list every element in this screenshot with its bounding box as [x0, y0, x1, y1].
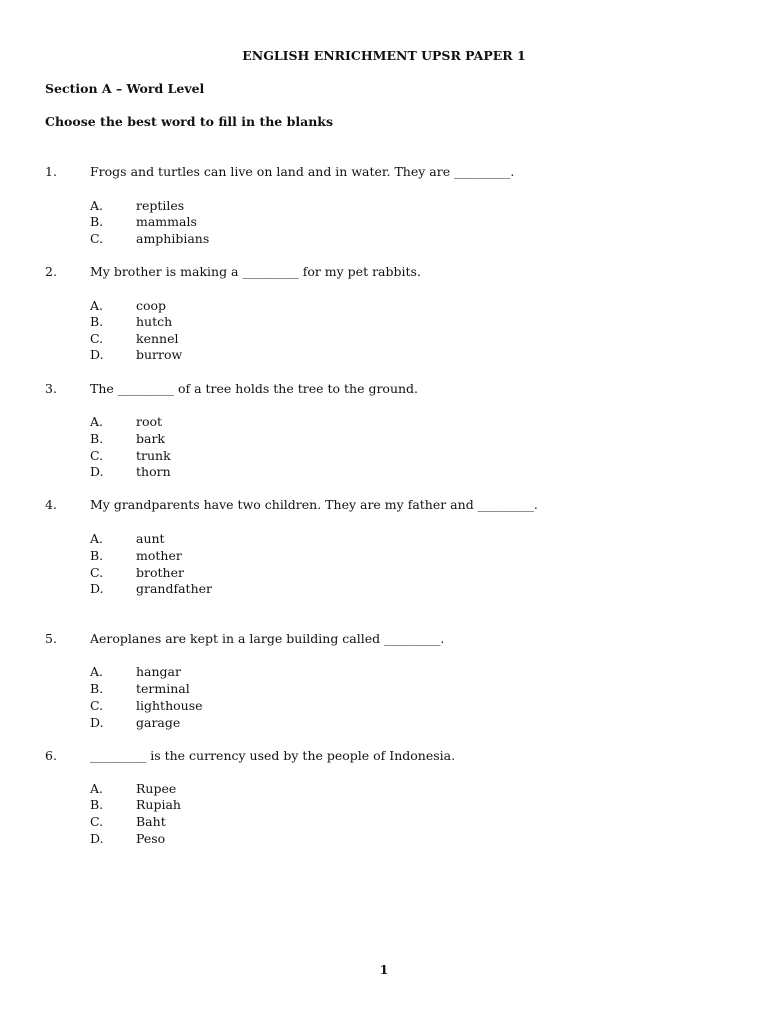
option-letter: B. — [90, 681, 104, 696]
question-text: _________ is the currency used by the people of Indonesia. — [90, 748, 456, 763]
question-number: 6. — [45, 748, 57, 763]
option-text: burrow — [136, 347, 183, 362]
question-text: My grandparents have two children. They are my father and _________. — [90, 497, 538, 512]
option-text: reptiles — [136, 198, 185, 213]
option-text: bark — [136, 431, 166, 446]
question-text: The _________ of a tree holds the tree to the ground. — [90, 381, 419, 396]
option-text: Rupiah — [136, 797, 181, 812]
question-number: 2. — [45, 264, 57, 279]
option-letter: C. — [90, 448, 104, 463]
option-letter: A. — [90, 298, 104, 313]
option-letter: C. — [90, 565, 104, 580]
option-letter: A. — [90, 781, 104, 796]
option-letter: D. — [90, 715, 104, 730]
option-text: terminal — [136, 681, 190, 696]
option-text: hutch — [136, 314, 173, 329]
option-text: root — [136, 414, 163, 429]
page-title: ENGLISH ENRICHMENT UPSR PAPER 1 — [242, 48, 526, 63]
option-text: amphibians — [136, 231, 210, 246]
option-text: hangar — [136, 664, 181, 679]
option-text: garage — [136, 715, 181, 730]
option-text: coop — [136, 298, 167, 313]
option-letter: B. — [90, 548, 104, 563]
option-text: aunt — [136, 531, 165, 546]
option-letter: D. — [90, 464, 104, 479]
page-number: 1 — [379, 962, 389, 977]
question-number: 4. — [45, 497, 57, 512]
option-letter: D. — [90, 831, 104, 846]
option-letter: D. — [90, 347, 104, 362]
option-letter: B. — [90, 797, 104, 812]
option-text: lighthouse — [136, 698, 203, 713]
option-letter: B. — [90, 431, 104, 446]
option-text: brother — [136, 565, 184, 580]
option-text: mammals — [136, 214, 197, 229]
option-text: Baht — [136, 814, 166, 829]
instruction-text: Choose the best word to fill in the blanks — [45, 114, 333, 129]
option-letter: A. — [90, 664, 104, 679]
option-letter: B. — [90, 214, 104, 229]
question-number: 3. — [45, 381, 57, 396]
question-text: My brother is making a _________ for my pet rabbits. — [90, 264, 421, 279]
option-letter: C. — [90, 331, 104, 346]
question-number: 1. — [45, 164, 57, 179]
option-letter: C. — [90, 231, 104, 246]
option-letter: D. — [90, 581, 104, 596]
section-heading: Section A – Word Level — [45, 81, 205, 96]
option-letter: A. — [90, 414, 104, 429]
question-number: 5. — [45, 631, 57, 646]
option-letter: A. — [90, 531, 104, 546]
option-text: Rupee — [136, 781, 177, 796]
option-text: grandfather — [136, 581, 213, 596]
option-letter: A. — [90, 198, 104, 213]
question-text: Aeroplanes are kept in a large building called _________. — [90, 631, 445, 646]
option-letter: C. — [90, 814, 104, 829]
option-text: thorn — [136, 464, 171, 479]
option-text: trunk — [136, 448, 171, 463]
question-text: Frogs and turtles can live on land and in water. They are _________. — [90, 164, 515, 179]
option-letter: C. — [90, 698, 104, 713]
option-letter: B. — [90, 314, 104, 329]
option-text: kennel — [136, 331, 179, 346]
option-text: Peso — [136, 831, 166, 846]
option-text: mother — [136, 548, 182, 563]
